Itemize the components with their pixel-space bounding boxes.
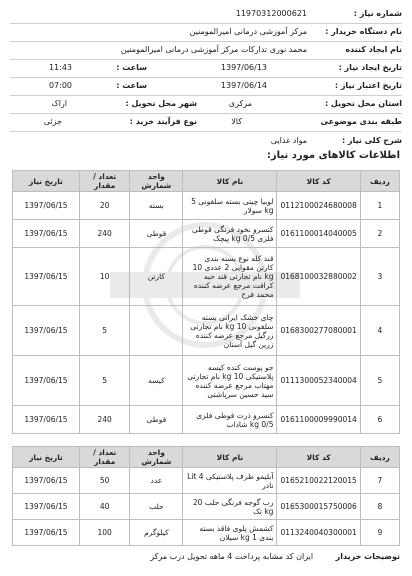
buyer-value: مرکز آموزشی درمانی امیرالمومنین	[189, 27, 307, 36]
items-section-title: اطلاعات کالاهای مورد نیاز:	[266, 150, 400, 161]
cell-item-name: لوبیا چیتی بسته سلفونی 5 kg سولار	[183, 192, 277, 220]
col-header-need-date: تاریخ نیاز	[13, 447, 80, 468]
cell-item-name: رب گوجه فرنگی حلب 20 kg تک	[183, 494, 277, 520]
created-date-value: 1397/06/13	[220, 63, 267, 72]
items-table-top	[12, 170, 400, 434]
col-header-row-number: ردیف	[360, 171, 399, 192]
category-label: طبقه بندی موضوعی	[320, 117, 402, 126]
deadline-label: تاریخ اعتبار نیاز :	[334, 81, 402, 90]
cell-row-number: 8	[360, 494, 399, 520]
created-time-label: ساعت :	[116, 63, 147, 72]
city-label: شهر محل تحویل :	[125, 99, 197, 108]
cell-item-name: کشمش پلوی فاقد بسته بندی 1 kg سیلان	[183, 520, 277, 546]
items-table-bottom	[12, 446, 400, 546]
col-header-item-name: نام کالا	[183, 447, 277, 468]
province-row	[10, 98, 402, 110]
buyer-row	[10, 26, 402, 38]
summary-row	[10, 135, 402, 147]
table-header-row	[13, 447, 400, 468]
cell-need-date: 1397/06/15	[13, 220, 80, 248]
cell-item-name: جو پوست کنده کیسه پلاستیکی 10 kg نام تجارتی مهتاب مرجع عرضه کننده سید حسین سرپاشتی	[183, 356, 277, 406]
cell-item-code: 0165210022120015	[277, 468, 360, 494]
created-time-value: 11:43	[48, 63, 72, 72]
deadline-value: 1397/06/14	[220, 81, 267, 90]
cell-need-date: 1397/06/15	[13, 248, 80, 306]
deadline-time-value: 07:00	[48, 81, 72, 90]
cell-row-number: 5	[360, 356, 399, 406]
need-number-value: 11970312000621	[235, 9, 307, 18]
cell-unit: قوطی	[130, 220, 183, 248]
table-row	[13, 220, 400, 248]
table-row	[13, 248, 400, 306]
table-row	[13, 494, 400, 520]
buyer-notes	[150, 552, 400, 561]
col-header-item-code: کد کالا	[277, 447, 360, 468]
cell-row-number: 7	[360, 468, 399, 494]
cell-need-date: 1397/06/15	[13, 406, 80, 434]
category-value: کالا	[231, 117, 242, 126]
cell-item-code: 0165300015750006	[277, 494, 360, 520]
table-header-row	[13, 171, 400, 192]
cell-item-code: 0112100024680008	[277, 192, 360, 220]
col-header-quantity: تعداد / مقدار	[79, 171, 130, 192]
cell-item-name: کنسرو ذرت قوطی فلزی 0/5 kg شاداب	[183, 406, 277, 434]
cell-row-number: 3	[360, 248, 399, 306]
cell-quantity: 50	[79, 468, 130, 494]
cell-need-date: 1397/06/15	[13, 494, 80, 520]
cell-item-code: 0111300052340004	[277, 356, 360, 406]
buyer-notes-value: ایران کد مشابه پرداخت 4 ماهه تحویل درب مرکز	[150, 552, 314, 561]
cell-unit	[130, 306, 183, 356]
cell-quantity: 10	[79, 248, 130, 306]
cell-unit: قوطی	[130, 406, 183, 434]
city-value: اراک	[51, 99, 67, 108]
cell-row-number: 2	[360, 220, 399, 248]
cell-item-name: چای خشک ایرانی بسته سلفونی 10 kg نام تجارتی زرگیل مرجع عرضه کننده زرین گیل آستان	[183, 306, 277, 356]
col-header-row-number: ردیف	[360, 447, 399, 468]
created-date-label: تاریخ ایجاد نیاز :	[338, 63, 402, 72]
need-number-row	[10, 8, 402, 20]
category-row	[10, 116, 402, 128]
table-row	[13, 468, 400, 494]
cell-unit: عدد	[130, 468, 183, 494]
col-header-need-date: تاریخ نیاز	[13, 171, 80, 192]
cell-need-date: 1397/06/15	[13, 520, 80, 546]
cell-need-date: 1397/06/15	[13, 356, 80, 406]
table-row	[13, 306, 400, 356]
cell-item-code: 0113240040300001	[277, 520, 360, 546]
summary-label: شرح کلی نیاز :	[341, 136, 402, 145]
cell-need-date: 1397/06/15	[13, 306, 80, 356]
cell-unit: کارتن	[130, 248, 183, 306]
cell-item-code: 0161100014040005	[277, 220, 360, 248]
cell-item-name: آبلیمو ظرف پلاستیکی 4 Lit نادر	[183, 468, 277, 494]
col-header-unit: واحد شمارش	[130, 447, 183, 468]
cell-row-number: 6	[360, 406, 399, 434]
deadline-row	[10, 80, 402, 92]
creator-label: نام ایجاد کننده	[345, 45, 402, 54]
table-row	[13, 520, 400, 546]
cell-row-number: 9	[360, 520, 399, 546]
buyer-notes-label: توضیحات خریدار	[335, 552, 400, 561]
col-header-unit: واحد شمارش	[130, 171, 183, 192]
province-label: استان محل تحویل :	[324, 99, 402, 108]
cell-unit: بسته	[130, 192, 183, 220]
cell-need-date: 1397/06/15	[13, 192, 80, 220]
buyer-label: نام دستگاه خریدار :	[325, 27, 402, 36]
province-value: مرکزی	[228, 99, 252, 108]
cell-quantity: 100	[79, 520, 130, 546]
cell-quantity: 5	[79, 306, 130, 356]
cell-quantity: 240	[79, 220, 130, 248]
col-header-quantity: تعداد / مقدار	[79, 447, 130, 468]
cell-unit: کیسه	[130, 356, 183, 406]
cell-unit: کیلوگرم	[130, 520, 183, 546]
purchase-type-label: نوع فرآیند خرید :	[129, 117, 197, 126]
cell-quantity: 40	[79, 494, 130, 520]
creator-value: محمد نوری تدارکات مرکز آموزشی درمانی امیرالمومنین	[120, 45, 307, 54]
purchase-type-value: جزئی	[43, 117, 62, 126]
cell-item-code: 0161100009990014	[277, 406, 360, 434]
creator-row	[10, 44, 402, 56]
col-header-item-code: کد کالا	[277, 171, 360, 192]
cell-unit: حلب	[130, 494, 183, 520]
summary-value: مواد غذایی	[270, 136, 307, 145]
cell-item-name: قند کله نوع بسته بندی کارتن مقوایی 2 عددی 10 kg نام تجارتی قند حبه کرافت مرجع عرضه کننده محمد فرح	[183, 248, 277, 306]
need-number-label: شماره نیاز :	[353, 9, 402, 18]
cell-item-code: 0168100032880002	[277, 248, 360, 306]
cell-row-number: 1	[360, 192, 399, 220]
cell-quantity: 240	[79, 406, 130, 434]
table-row	[13, 192, 400, 220]
cell-quantity: 20	[79, 192, 130, 220]
col-header-item-name: نام کالا	[183, 171, 277, 192]
table-row	[13, 356, 400, 406]
deadline-time-label: ساعت :	[116, 81, 147, 90]
cell-quantity: 5	[79, 356, 130, 406]
cell-item-code: 0168300277080001	[277, 306, 360, 356]
created-date-row	[10, 62, 402, 74]
cell-item-name: کنسرو نخود فرنگی قوطی فلزی 0/5 kg پیچک	[183, 220, 277, 248]
table-row	[13, 406, 400, 434]
cell-need-date: 1397/06/15	[13, 468, 80, 494]
cell-row-number: 4	[360, 306, 399, 356]
